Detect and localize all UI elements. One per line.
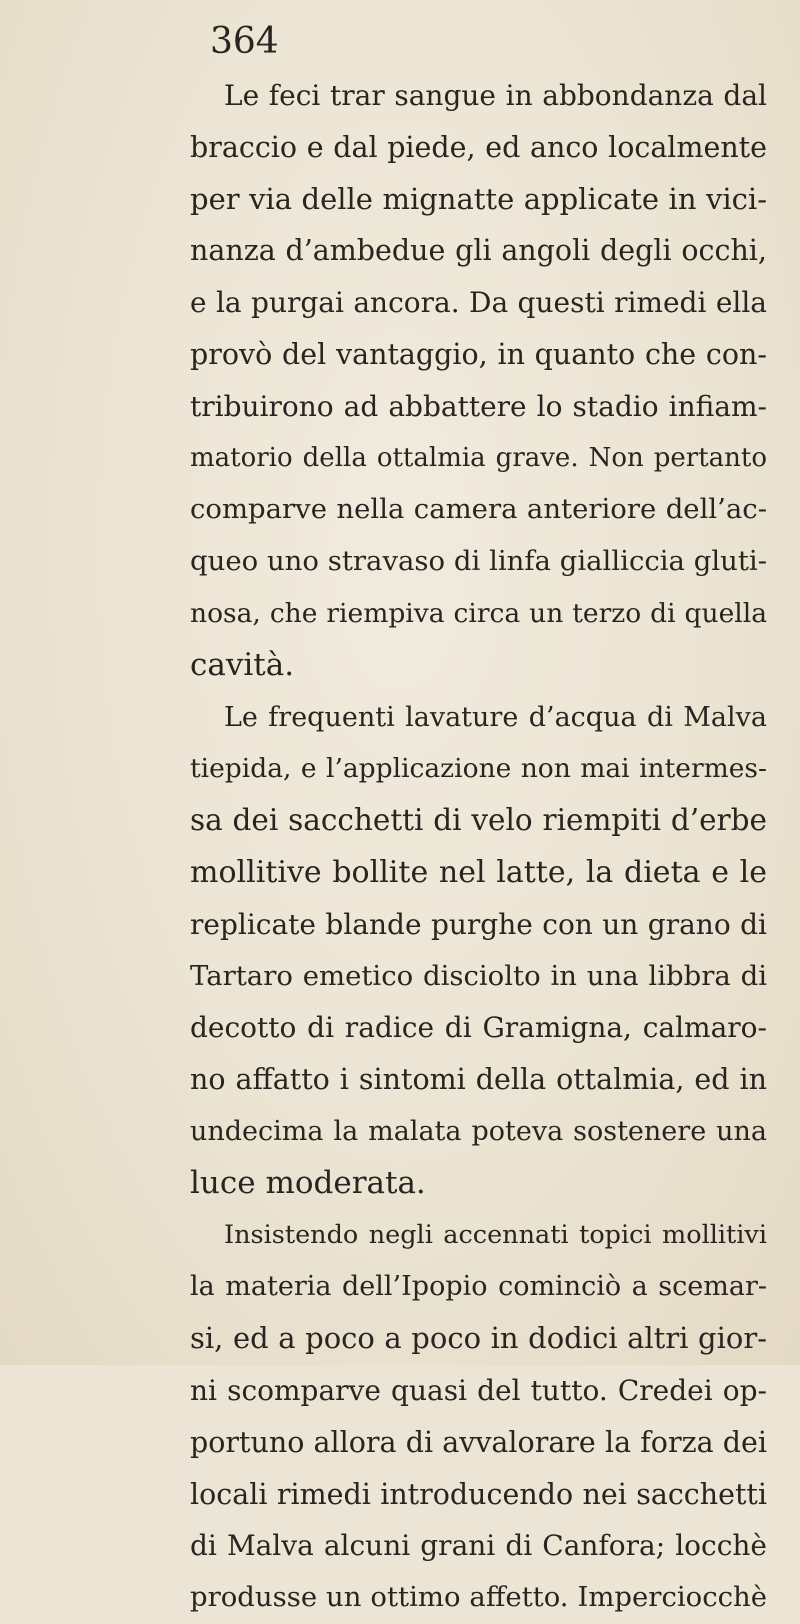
text-line: locali rimedi introducendo nei sacchetti (190, 1477, 767, 1511)
text-line: Insistendo negli accennati topici mollitivi (224, 1219, 767, 1250)
text-line: nanza d’ambedue gli angoli degli occhi, (190, 234, 767, 268)
text-line: e la purgai ancora. Da questi rimedi ella (190, 286, 767, 320)
text-line: cavità. (190, 646, 295, 683)
text-line: Le frequenti lavature d’acqua di Malva (224, 701, 767, 733)
text-line: tribuirono ad abbattere lo stadio infiam- (190, 389, 767, 423)
text-line: luce moderata. (190, 1164, 426, 1201)
text-line: si, ed a poco a poco in dodici altri gior- (190, 1321, 767, 1356)
page-number: 364 (210, 21, 279, 62)
text-line: ni scomparve quasi del tutto. Credei op- (190, 1373, 767, 1407)
text-line: decotto di radice di Gramigna, calmaro- (190, 1011, 767, 1045)
text-line: sa dei sacchetti di velo riempiti d’erbe (190, 803, 767, 838)
text-line: comparve nella camera anteriore dell’ac- (190, 493, 767, 526)
text-line: nosa, che riempiva circa un terzo di quella (190, 597, 767, 629)
text-line: produsse un ottimo affetto. Imperciocchè (190, 1581, 767, 1614)
text-line: no affatto i sintomi della ottalmia, ed in (190, 1063, 767, 1097)
body-text (190, 70, 767, 1624)
text-line: queo uno stravaso di linfa gialliccia gluti- (190, 545, 767, 578)
text-line: mollitive bollite nel latte, la dieta e le (190, 854, 767, 890)
text-line: la materia dell’Ipopio cominciò a scemar- (190, 1271, 767, 1303)
text-line: per via delle mignatte applicate in vici- (190, 181, 767, 216)
text-line: tiepida, e l’applicazione non mai intermes- (190, 753, 767, 785)
text-line: portuno allora di avvalorare la forza dei (190, 1425, 767, 1459)
text-line: replicate blande purghe con un grano di (190, 907, 767, 941)
text-line: provò del vantaggio, in quanto che con- (190, 337, 767, 371)
text-line: undecima la malata poteva sostenere una (190, 1115, 767, 1147)
text-line: Tartaro emetico disciolto in una libbra di (190, 959, 767, 992)
text-line: Le feci trar sangue in abbondanza dal (224, 79, 767, 112)
text-line: matorio della ottalmia grave. Non pertanto (190, 442, 767, 473)
text-line: di Malva alcuni grani di Canfora; locchè (190, 1529, 767, 1563)
text-line: braccio e dal piede, ed anco localmente (190, 130, 767, 164)
